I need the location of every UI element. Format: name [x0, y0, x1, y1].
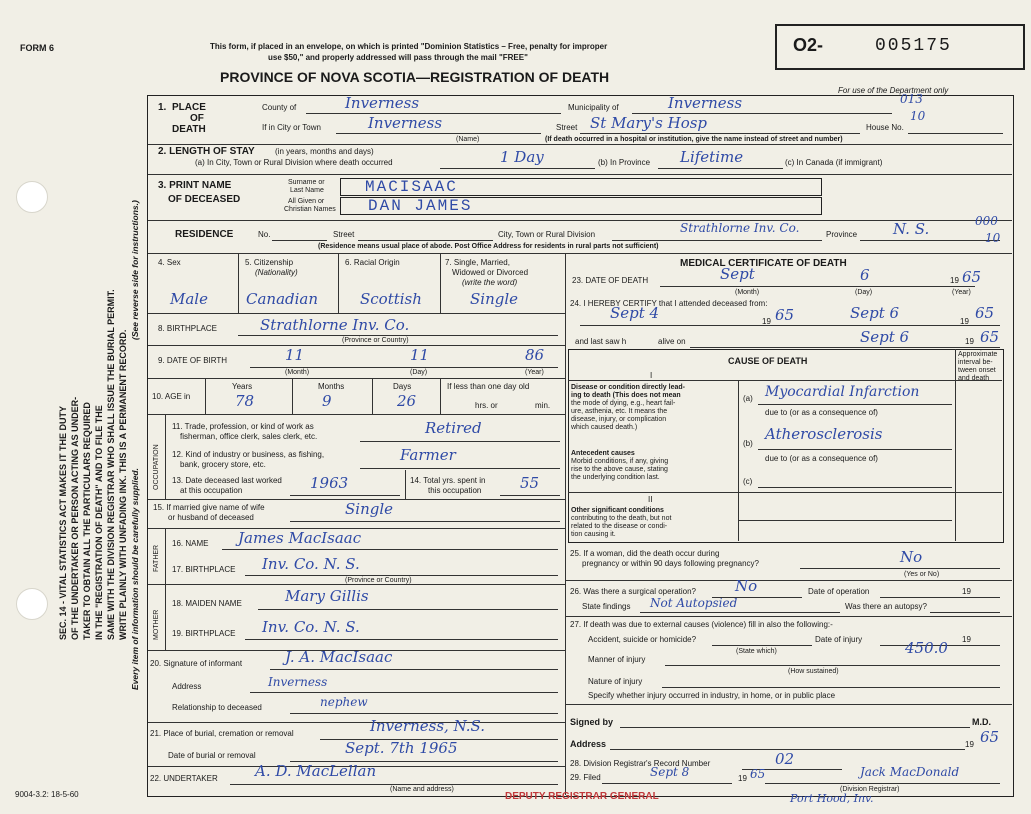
- cause-a-due: due to (or as a consequence of): [765, 408, 878, 417]
- section-2-hint: (in years, months and days): [275, 147, 374, 156]
- county-label: County of: [262, 103, 297, 112]
- father-bp-label: 17. BIRTHPLACE: [172, 565, 236, 574]
- marital-label: 7. Single, Married,: [445, 258, 510, 267]
- last-saw-value: Sept 6: [860, 328, 910, 346]
- surname-value: MACISAAC: [365, 178, 458, 196]
- filed-label: 29. Filed: [570, 773, 601, 782]
- trade-label: 11. Trade, profession, or kind of work as: [172, 422, 314, 431]
- antecedent-text-1: Antecedent causes: [571, 450, 635, 457]
- md-label: M.D.: [972, 717, 991, 727]
- alive-on-label: alive on: [658, 337, 686, 346]
- mail-notice-1: This form, if placed in an envelope, on which is printed "Dominion Statistics – Free, penalty for improper: [210, 42, 608, 51]
- surname-label: Surname or: [288, 179, 325, 186]
- findings-label: State findings: [582, 602, 631, 611]
- section-1-death: DEATH: [172, 124, 206, 135]
- state-which-hint: (State which): [736, 648, 777, 655]
- house-no-label: House No.: [866, 123, 904, 132]
- relationship-label: Relationship to deceased: [172, 703, 262, 712]
- spouse-label-b: or husband of deceased: [168, 513, 254, 522]
- attended-from-value: Sept 4: [610, 304, 660, 322]
- pregnancy-hint: (Yes or No): [904, 571, 940, 578]
- years-spent-label: 14. Total yrs. spent in: [410, 476, 486, 485]
- cause-c-label: (c): [743, 477, 753, 486]
- burial-place-value: Inverness, N.S.: [370, 717, 486, 735]
- cause-b-due: due to (or as a consequence of): [765, 454, 878, 463]
- roman-2: II: [648, 495, 653, 504]
- hospital-hint: (If death occurred in a hospital or institution, give the name instead of street and number): [545, 136, 843, 143]
- accident-label: Accident, suicide or homicide?: [588, 635, 697, 644]
- date-operation-yr: 19: [962, 587, 971, 596]
- mother-bp-value: Inv. Co. N. S.: [262, 618, 360, 636]
- dob-year-value: 86: [525, 346, 545, 364]
- cause-b-value: Atherosclerosis: [765, 425, 883, 443]
- record-number-value: 02: [775, 750, 795, 768]
- sidebar-line-1: SEC. 14 - VITAL STATISTICS ACT MAKES IT THE DUTY: [58, 405, 68, 640]
- autopsy-label: Was there an autopsy?: [845, 602, 927, 611]
- registration-number: 005175: [875, 36, 952, 56]
- date-operation-label: Date of operation: [808, 587, 870, 596]
- deputy-registrar-stamp: DEPUTY REGISTRAR GENERAL: [505, 791, 659, 802]
- given-value: DAN JAMES: [368, 197, 473, 215]
- occupation-label: OCCUPATION: [153, 444, 160, 490]
- cause-a-value: Myocardial Infarction: [765, 384, 920, 400]
- father-label: FATHER: [153, 544, 160, 572]
- last-saw-year: 65: [980, 328, 1000, 346]
- approx-label-4: and death: [958, 375, 990, 382]
- mail-notice-2: use $50," and properly addressed will pass through the mail "FREE": [268, 53, 528, 62]
- sidebar-line-8: (See reverse side for instructions.): [130, 200, 140, 340]
- citizenship-label: 5. Citizenship: [245, 258, 294, 267]
- attended-label: 24. I HEREBY CERTIFY that I attended deceased from:: [570, 299, 768, 308]
- municipality-label: Municipality of: [568, 103, 619, 112]
- name-hint: (Name): [456, 136, 480, 143]
- residence-city-value: Strathlorne Inv. Co.: [680, 221, 800, 235]
- undertaker-value: A. D. MacLellan: [255, 762, 377, 780]
- mother-maiden-value: Mary Gillis: [285, 587, 369, 605]
- dob-label: 9. DATE OF BIRTH: [158, 356, 228, 365]
- operation-value: No: [735, 577, 758, 595]
- section-1-place: PLACE: [172, 102, 206, 113]
- approx-label-1: Approximate: [958, 351, 998, 358]
- disease-text-4: ure, asthenia, etc. It means the: [571, 408, 668, 415]
- sidebar-line-6: WRITE PLAINLY WITH UNFADING INK. THIS IS A PERMANENT RECORD.: [118, 329, 128, 640]
- punch-hole-bottom: [16, 588, 48, 620]
- antecedent-text-3: rise to the above cause, stating: [571, 466, 668, 473]
- disease-text-5: disease, injury, or complication: [571, 416, 667, 423]
- age-days-label: Days: [393, 382, 412, 391]
- other-text-2: contributing to the death, but not: [571, 515, 672, 522]
- stay-canada-label: (c) In Canada (if immigrant): [785, 158, 883, 167]
- birthplace-label: 8. BIRTHPLACE: [158, 324, 217, 333]
- marital-label-b: Widowed or Divorced: [452, 268, 529, 277]
- informant-label: 20. Signature of informant: [150, 659, 243, 668]
- signed-by-label: Signed by: [570, 717, 614, 727]
- pregnancy-label-b: pregnancy or within 90 days following pregnancy?: [582, 559, 759, 568]
- stay-province-label: (b) In Province: [598, 158, 651, 167]
- nature-label: Nature of injury: [588, 677, 643, 686]
- registrar-location: Port Hood, Inv.: [790, 792, 874, 805]
- mother-label: MOTHER: [153, 609, 160, 640]
- dob-day-value: 11: [410, 346, 430, 364]
- stay-province-value: Lifetime: [680, 148, 744, 166]
- racial-value: Scottish: [360, 290, 422, 308]
- industry-value: Farmer: [400, 446, 456, 464]
- med-address-label: Address: [570, 739, 607, 749]
- antecedent-text-4: the underlying condition last.: [571, 474, 660, 481]
- death-year-hint: (Year): [952, 289, 971, 296]
- citizenship-value: Canadian: [246, 290, 319, 308]
- filed-value: Sept 8: [650, 765, 690, 779]
- residence-label: RESIDENCE: [175, 229, 234, 240]
- punch-hole-top: [16, 181, 48, 213]
- dob-day-hint: (Day): [410, 369, 428, 376]
- age-min-label: min.: [535, 401, 551, 410]
- street-label: Street: [556, 123, 578, 132]
- dob-month-hint: (Month): [285, 369, 310, 376]
- death-year-value: 65: [962, 268, 982, 286]
- cause-b-label: (b): [743, 439, 753, 448]
- sex-value: Male: [170, 290, 208, 308]
- specify-label: Specify whether injury occurred in industry, in home, or in public place: [588, 691, 836, 700]
- med-year-value: 65: [980, 728, 1000, 746]
- form-number: FORM 6: [20, 43, 55, 53]
- burial-date-label: Date of burial or removal: [168, 751, 256, 760]
- death-month-hint: (Month): [735, 289, 760, 296]
- surname-label-2: Last Name: [290, 187, 324, 194]
- attended-to-year: 65: [975, 304, 995, 322]
- informant-address-value: Inverness: [268, 675, 328, 689]
- disease-text-6: which caused death.): [571, 424, 638, 431]
- county-value: Inverness: [345, 94, 420, 112]
- sidebar-line-3: TAKER TO OBTAIN ALL THE PARTICULARS REQUIRED: [82, 402, 92, 640]
- residence-code-2: 10: [985, 231, 1001, 245]
- mother-bp-label: 19. BIRTHPLACE: [172, 629, 236, 638]
- dept-code-1: 013: [900, 92, 923, 106]
- burial-date-value: Sept. 7th 1965: [345, 739, 458, 757]
- trade-value: Retired: [425, 419, 482, 437]
- section-1-of: OF: [190, 113, 204, 124]
- stay-city-value: 1 Day: [500, 148, 544, 166]
- residence-city-label: City, Town or Rural Division: [498, 230, 596, 239]
- industry-label-b: bank, grocery store, etc.: [180, 460, 266, 469]
- other-text-3: related to the disease or condi-: [571, 523, 668, 530]
- father-bp-value: Inv. Co. N. S.: [262, 555, 360, 573]
- other-text-4: tion causing it.: [571, 531, 616, 538]
- trade-label-b: fisherman, office clerk, sales clerk, etc.: [180, 432, 318, 441]
- given-label-2: Christian Names: [284, 206, 336, 213]
- external-label: 27. If death was due to external causes (violence) fill in also the following:-: [570, 620, 833, 629]
- age-years-value: 78: [235, 392, 255, 410]
- spouse-value: Single: [345, 500, 394, 518]
- attended-to-value: Sept 6: [850, 304, 900, 322]
- city-value: Inverness: [368, 114, 443, 132]
- how-hint: (How sustained): [788, 668, 839, 675]
- citizenship-label-b: (Nationality): [255, 268, 298, 277]
- filed-yr: 19: [738, 774, 747, 783]
- record-number-label: 28. Division Registrar's Record Number: [570, 759, 711, 768]
- pregnancy-value: No: [900, 548, 923, 566]
- father-name-label: 16. NAME: [172, 539, 209, 548]
- age-less-label: If less than one day old: [447, 382, 530, 391]
- registration-prefix: O2-: [793, 35, 824, 55]
- filed-year: 65: [750, 767, 766, 781]
- dob-year-hint: (Year): [525, 369, 544, 376]
- other-text-1: Other significant conditions: [571, 507, 664, 514]
- residence-street-label: Street: [333, 230, 355, 239]
- last-saw-yr: 19: [965, 337, 974, 346]
- years-spent-value: 55: [520, 474, 540, 492]
- footer-code: 9004-3.2: 18-5-60: [15, 790, 79, 799]
- antecedent-text-2: Morbid conditions, if any, giving: [571, 458, 669, 465]
- mother-maiden-label: 18. MAIDEN NAME: [172, 599, 242, 608]
- informant-value: J. A. MacIsaac: [285, 648, 393, 666]
- date-injury-yr: 19: [962, 635, 971, 644]
- age-hrs-label: hrs. or: [475, 401, 498, 410]
- last-worked-value: 1963: [310, 474, 349, 492]
- birthplace-hint: (Province or Country): [342, 337, 409, 344]
- registrar-value: Jack MacDonald: [860, 765, 960, 779]
- operation-label: 26. Was there a surgical operation?: [570, 587, 696, 596]
- disease-text-2: ing to death (This does not mean: [571, 392, 681, 399]
- disease-text-1: Disease or condition directly lead-: [571, 384, 685, 391]
- pregnancy-label: 25. If a woman, did the death occur during: [570, 549, 720, 558]
- cause-a-label: (a): [743, 394, 753, 403]
- birthplace-value: Strathlorne Inv. Co.: [260, 316, 410, 334]
- age-months-label: Months: [318, 382, 345, 391]
- death-day-hint: (Day): [855, 289, 873, 296]
- section-3-label-b: OF DECEASED: [168, 194, 241, 205]
- marital-value: Single: [470, 290, 519, 308]
- cause-of-death-title: CAUSE OF DEATH: [728, 356, 808, 366]
- attended-from-yr: 19: [762, 317, 771, 326]
- attended-from-year: 65: [775, 306, 795, 324]
- industry-label: 12. Kind of industry or business, as fishing,: [172, 450, 325, 459]
- sidebar-line-7: Every item of information should be carefully supplied.: [130, 468, 140, 690]
- residence-hint: (Residence means usual place of abode. Post Office Address for residents in rural parts not sufficient): [318, 243, 659, 250]
- burial-place-label: 21. Place of burial, cremation or removal: [150, 729, 294, 738]
- department-use-label: For use of the Department only: [838, 86, 949, 95]
- undertaker-label: 22. UNDERTAKER: [150, 774, 218, 783]
- years-spent-label-b: this occupation: [428, 486, 482, 495]
- med-address-yr: 19: [965, 740, 974, 749]
- division-registrar-hint: (Division Registrar): [840, 786, 900, 793]
- death-month-value: Sept: [720, 265, 755, 283]
- undertaker-hint: (Name and address): [390, 786, 454, 793]
- manner-label: Manner of injury: [588, 655, 646, 664]
- racial-label: 6. Racial Origin: [345, 258, 400, 267]
- roman-1: I: [650, 371, 653, 380]
- findings-value: Not Autopsied: [650, 596, 738, 610]
- father-name-value: James MacIsaac: [238, 529, 362, 547]
- date-injury-label: Date of injury: [815, 635, 863, 644]
- disease-text-3: the mode of dying, e.g., heart fail-: [571, 400, 676, 407]
- sidebar-line-2: OF THE UNDERTAKER OR PERSON ACTING AS UNDER-: [70, 396, 80, 640]
- spouse-label: 15. If married give name of wife: [153, 503, 265, 512]
- marital-label-c: (write the word): [462, 278, 518, 287]
- sex-label: 4. Sex: [158, 258, 181, 267]
- death-yr-prefix: 19: [950, 276, 959, 285]
- last-worked-label: 13. Date deceased last worked: [172, 476, 282, 485]
- age-years-label: Years: [232, 382, 253, 391]
- age-months-value: 9: [322, 392, 332, 410]
- father-bp-hint: (Province or Country): [345, 577, 412, 584]
- last-saw-label: and last saw h: [575, 337, 627, 346]
- informant-address-label: Address: [172, 682, 202, 691]
- amount-value: 450.0: [905, 639, 948, 657]
- residence-no-label: No.: [258, 230, 271, 239]
- last-worked-label-b: at this occupation: [180, 486, 243, 495]
- relationship-value: nephew: [320, 695, 368, 709]
- sidebar-line-4: IN THE "REGISTRATION OF DEATH" AND TO FILE THE: [94, 405, 104, 640]
- date-of-death-label: 23. DATE OF DEATH: [572, 276, 649, 285]
- given-label: All Given or: [288, 198, 325, 205]
- city-town-label: If in City or Town: [262, 123, 321, 132]
- attended-to-yr: 19: [960, 317, 969, 326]
- residence-province-label: Province: [826, 230, 858, 239]
- approx-label-2: interval be-: [958, 359, 993, 366]
- dept-code-2: 10: [910, 109, 926, 123]
- stay-city-label: (a) In City, Town or Rural Division where death occurred: [195, 158, 393, 167]
- age-days-value: 26: [397, 392, 417, 410]
- age-label: 10. AGE in: [152, 392, 191, 401]
- section-1-num: 1.: [158, 102, 167, 113]
- medical-certificate-title: MEDICAL CERTIFICATE OF DEATH: [680, 258, 847, 269]
- section-2-label: 2. LENGTH OF STAY: [158, 146, 255, 157]
- residence-province-value: N. S.: [893, 220, 930, 238]
- dob-month-value: 11: [285, 346, 305, 364]
- residence-code-1: 000: [975, 214, 998, 228]
- page-title: PROVINCE OF NOVA SCOTIA—REGISTRATION OF DEATH: [220, 69, 610, 85]
- section-3-label: 3. PRINT NAME: [158, 180, 232, 191]
- municipality-value: Inverness: [668, 94, 743, 112]
- death-day-value: 6: [860, 266, 870, 284]
- approx-label-3: tween onset: [958, 367, 996, 374]
- sidebar-line-5: SAME WITH THE DIVISION REGISTRAR WHO SHALL ISSUE THE BURIAL PERMIT.: [106, 289, 116, 640]
- street-value: St Mary's Hosp: [590, 114, 708, 132]
